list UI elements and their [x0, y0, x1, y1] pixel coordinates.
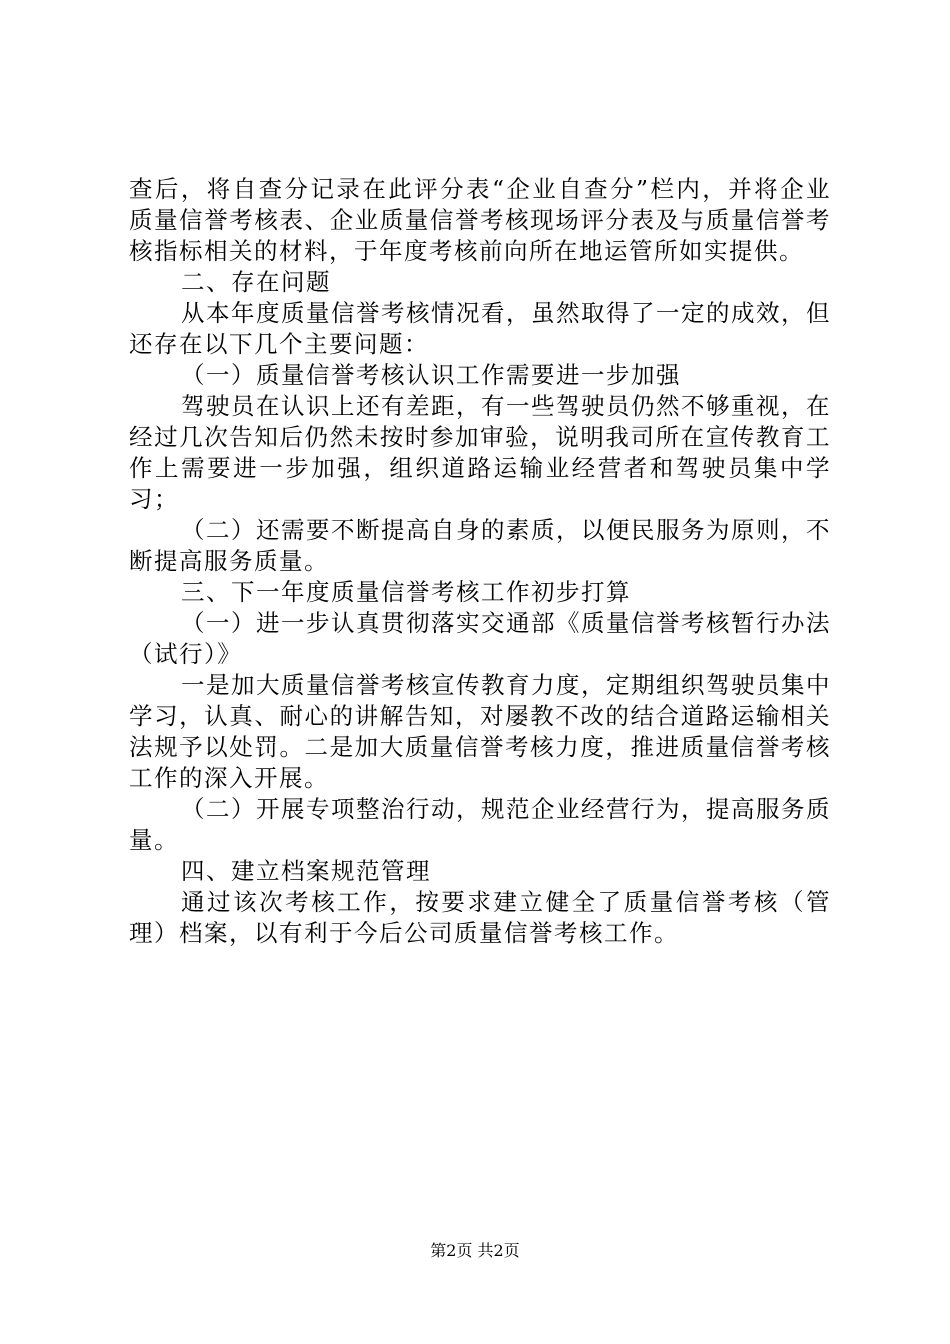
section-heading-archives: 四、建立档案规范管理	[181, 857, 431, 885]
subheading-awareness: （一）质量信誉考核认识工作需要进一步加强	[181, 361, 681, 389]
subheading-rectification: （二）开展专项整治行动，规范企业经营行为，提高服务质量。	[129, 795, 831, 854]
subheading-implement-measures: （一）进一步认真贯彻落实交通部《质量信誉考核暂行办法（试行）》	[129, 609, 831, 668]
document-body	[129, 174, 831, 949]
paragraph-problems-intro: 从本年度质量信誉考核情况看，虽然取得了一定的成效，但还存在以下几个主要问题：	[129, 299, 831, 358]
paragraph-continuation: 查后，将自查分记录在此评分表“企业自查分”栏内，并将企业质量信誉考核表、企业质量信誉考核现场评分表及与质量信誉考核指标相关的材料，于年度考核前向所在地运管所如实提供。	[129, 175, 831, 265]
page-footer: 第2页 共2页	[430, 1241, 520, 1260]
paragraph-drivers: 驾驶员在认识上还有差距，有一些驾驶员仍然不够重视，在经过几次告知后仍然未按时参加审验，说明我司所在宣传教育工作上需要进一步加强，组织道路运输业经营者和驾驶员集中学习；	[129, 392, 831, 513]
paragraph-archives: 通过该次考核工作，按要求建立健全了质量信誉考核（管理）档案，以有利于今后公司质量信誉考核工作。	[129, 888, 831, 947]
section-heading-problems: 二、存在问题	[181, 268, 331, 296]
paragraph-measures: 一是加大质量信誉考核宣传教育力度，定期组织驾驶员集中学习，认真、耐心的讲解告知，对屡教不改的结合道路运输相关法规予以处罚。二是加大质量信誉考核力度，推进质量信誉考核工作的深入开展。	[129, 671, 831, 792]
section-heading-next-year: 三、下一年度质量信誉考核工作初步打算	[181, 578, 631, 606]
paragraph-quality: （二）还需要不断提高自身的素质，以便民服务为原则，不断提高服务质量。	[129, 516, 831, 575]
